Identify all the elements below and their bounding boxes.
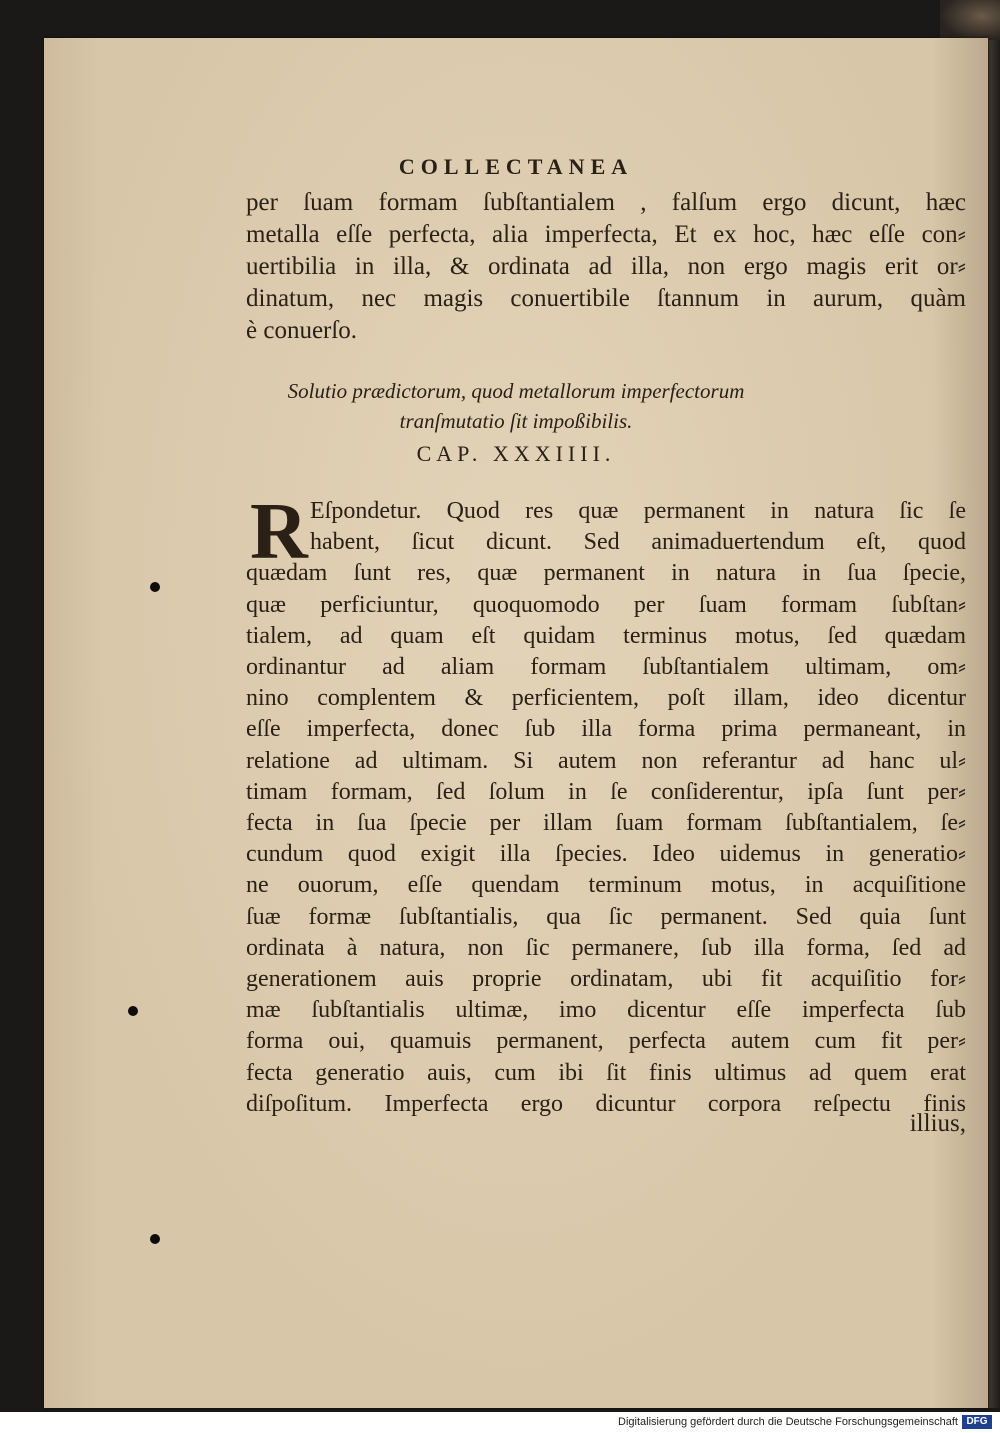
running-head: COLLECTANEA [398,154,634,179]
ink-dot [128,1006,138,1016]
text-line: tialem, ad quam eſt quidam terminus motus, ſed quædam [246,622,966,649]
text-line: è conuerſo. [246,317,358,344]
main-paragraph [246,496,966,1120]
heading-line-1: Solutio prædictorum, quod metallorum imperfectorum [287,379,745,403]
footer-credit: Digitalisierung gefördert durch die Deutsche Forschungsgemeinschaft [618,1416,958,1428]
text-line: cundum quod exigit illa ſpecies. Ideo uidemus in generatio⸗ [246,841,966,868]
text-line: ne ouorum, eſſe quendam terminum motus, in acquiſitione [246,872,966,899]
ink-dot [150,582,160,592]
text-line: quæ perficiuntur, quoquomodo per ſuam formam ſubſtan⸗ [246,591,966,618]
text-line: quædam ſunt res, quæ permanent in natura in ſua ſpecie, [246,560,966,587]
text-line: relatione ad ultimam. Si autem non referantur ad hanc ul⸗ [246,747,966,774]
drop-cap: R [250,488,308,576]
chapter-heading [44,376,988,467]
text-line: mæ ſubſtantialis ultimæ, imo dicentur eſſe imperfecta ſub [246,997,966,1024]
dfg-logo: DFG [962,1415,992,1429]
text-line: diſpoſitum. Imperfecta ergo dicuntur corpora reſpectu finis [246,1090,966,1117]
heading-line-2: tranſmutatio ſit impoßibilis. [399,409,633,433]
text-line: uertibilia in illa, & ordinata ad illa, non ergo magis erit or⸗ [246,253,966,280]
text-line: per ſuam formam ſubſtantialem , falſum ergo dicunt, hæc [246,189,966,216]
signoff-word: illius, [909,1110,966,1137]
ink-dot [150,1234,160,1244]
text-line: metalla eſſe perfecta, alia imperfecta, Et ex hoc, hæc eſſe con⸗ [246,221,966,248]
text-line: dinatum, nec magis conuertibile ſtannum in aurum, quàm [246,285,966,312]
text-line: nino complentem & perficientem, poſt illam, ideo dicentur [246,685,966,712]
text-line: ſuæ formæ ſubſtantialis, qua ſic permanent. Sed quia ſunt [246,903,966,930]
text-line: fecta in ſua ſpecie per illam ſuam formam ſubſtantialem, ſe⸗ [246,810,966,837]
text-line: generationem auis proprie ordinatam, ubi fit acquiſitio for⸗ [246,966,966,993]
book-corner [940,0,1000,40]
book-page [44,38,988,1408]
footer-bar [0,1412,1000,1433]
text-line: ordinata à natura, non ſic permanere, ſub illa forma, ſed ad [246,934,966,961]
text-line: habent, ſicut dicunt. Sed animaduertendum eſt, quod [310,529,966,556]
text-line: timam formam, ſed ſolum in ſe conſiderentur, ipſa ſunt per⸗ [246,778,966,805]
text-line: ordinantur ad aliam formam ſubſtantialem ultimam, om⸗ [246,654,966,681]
intro-text [246,187,966,347]
text-line: eſſe imperfecta, donec ſub illa forma prima permaneant, in [246,716,966,743]
text-line: fecta generatio auis, cum ibi ſit finis ultimus ad quem erat [246,1059,966,1086]
text-line: forma oui, quamuis permanent, perfecta autem cum fit per⸗ [246,1028,966,1055]
chapter-number: CAP. XXXIIII. [416,441,616,466]
text-line: Eſpondetur. Quod res quæ permanent in natura ſic ſe [310,498,966,524]
